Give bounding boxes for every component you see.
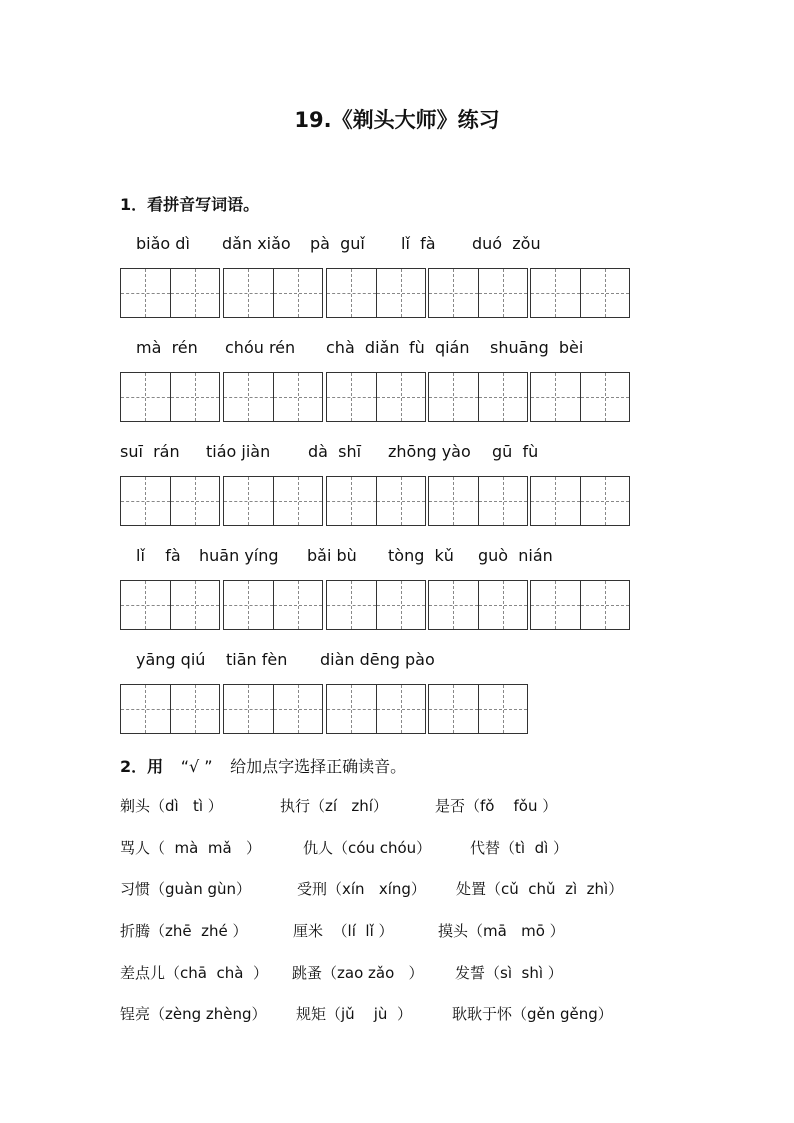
pinyin-label: mà rén bbox=[136, 338, 198, 357]
choice-item[interactable]: 代替（tì dì ） bbox=[470, 839, 569, 857]
writing-box[interactable] bbox=[120, 372, 220, 422]
writing-box[interactable] bbox=[223, 268, 323, 318]
section1-heading: 1．看拼音写词语。 bbox=[120, 195, 260, 214]
choice-item[interactable]: 习惯（guàn gùn） bbox=[120, 880, 252, 898]
writing-box[interactable] bbox=[120, 684, 220, 734]
writing-box[interactable] bbox=[530, 580, 630, 630]
choice-item[interactable]: 骂人（ mà mǎ ） bbox=[120, 839, 261, 857]
writing-box[interactable] bbox=[428, 268, 528, 318]
pinyin-label: bǎi bù bbox=[307, 546, 357, 565]
choice-item[interactable]: 跳蚤（zao zǎo ） bbox=[292, 964, 424, 982]
pinyin-label: tiáo jiàn bbox=[206, 442, 271, 461]
pinyin-label: biǎo dì bbox=[136, 234, 190, 253]
writing-box[interactable] bbox=[223, 372, 323, 422]
pinyin-label: suī rán bbox=[120, 442, 180, 461]
pinyin-label: diàn dēng pào bbox=[320, 650, 435, 669]
choice-item[interactable]: 仇人（cóu chóu） bbox=[303, 839, 432, 857]
checkmark-symbol: “√ ” bbox=[180, 757, 213, 776]
pinyin-label: chóu rén bbox=[225, 338, 296, 357]
page-title: 19.《剃头大师》练习 bbox=[294, 108, 500, 132]
section2-heading bbox=[120, 754, 406, 777]
section2-instruction: 给加点字选择正确读音。 bbox=[230, 757, 407, 776]
choice-item[interactable]: 发誓（sì shì ） bbox=[455, 964, 563, 982]
writing-box[interactable] bbox=[120, 580, 220, 630]
pinyin-label: yāng qiú bbox=[136, 650, 206, 669]
pinyin-label: lǐ fà bbox=[136, 546, 181, 565]
writing-box[interactable] bbox=[326, 580, 426, 630]
pinyin-label: lǐ fà bbox=[401, 234, 436, 253]
pinyin-label: pà guǐ bbox=[310, 234, 365, 253]
writing-box[interactable] bbox=[326, 684, 426, 734]
choice-item[interactable]: 受刑（xín xíng） bbox=[297, 880, 426, 898]
pinyin-label: shuāng bèi bbox=[490, 338, 584, 357]
choice-item[interactable]: 差点儿（chā chà ） bbox=[120, 964, 268, 982]
choice-item[interactable]: 厘米 （lí lǐ ） bbox=[293, 922, 394, 940]
choice-item[interactable]: 耿耿于怀（gěn gěng） bbox=[452, 1005, 613, 1023]
pinyin-label: tòng kǔ bbox=[388, 546, 454, 565]
choice-item[interactable]: 是否（fǒ fǒu ） bbox=[435, 797, 558, 815]
writing-box[interactable] bbox=[428, 476, 528, 526]
choice-item[interactable]: 锃亮（zèng zhèng） bbox=[120, 1005, 267, 1023]
pinyin-label: dà shī bbox=[308, 442, 362, 461]
pinyin-label: fù qián bbox=[409, 338, 470, 357]
pinyin-label: huān yíng bbox=[199, 546, 279, 565]
pinyin-label: chà diǎn bbox=[326, 338, 400, 357]
writing-box[interactable] bbox=[223, 476, 323, 526]
choice-item[interactable]: 规矩（jǔ jù ） bbox=[296, 1005, 412, 1023]
writing-box[interactable] bbox=[530, 372, 630, 422]
writing-box[interactable] bbox=[428, 580, 528, 630]
choice-item[interactable]: 执行（zí zhí） bbox=[280, 797, 388, 815]
writing-box[interactable] bbox=[530, 476, 630, 526]
section2-number: 2．用 bbox=[120, 757, 164, 776]
choice-item[interactable]: 折腾（zhē zhé ） bbox=[120, 922, 248, 940]
pinyin-label: gū fù bbox=[492, 442, 539, 461]
writing-box[interactable] bbox=[223, 580, 323, 630]
writing-box[interactable] bbox=[326, 476, 426, 526]
pinyin-label: dǎn xiǎo bbox=[222, 234, 291, 253]
writing-box[interactable] bbox=[326, 372, 426, 422]
choice-item[interactable]: 处置（cǔ chǔ zì zhì） bbox=[456, 880, 624, 898]
pinyin-label: zhōng yào bbox=[388, 442, 471, 461]
choice-item[interactable]: 剃头（dì tì ） bbox=[120, 797, 223, 815]
pinyin-label: duó zǒu bbox=[472, 234, 541, 253]
writing-box[interactable] bbox=[120, 268, 220, 318]
writing-box[interactable] bbox=[326, 268, 426, 318]
writing-box[interactable] bbox=[223, 684, 323, 734]
pinyin-label: tiān fèn bbox=[226, 650, 288, 669]
writing-box[interactable] bbox=[428, 372, 528, 422]
writing-box[interactable] bbox=[530, 268, 630, 318]
writing-box[interactable] bbox=[120, 476, 220, 526]
choice-item[interactable]: 摸头（mā mō ） bbox=[438, 922, 565, 940]
writing-box[interactable] bbox=[428, 684, 528, 734]
pinyin-label: guò nián bbox=[478, 546, 553, 565]
